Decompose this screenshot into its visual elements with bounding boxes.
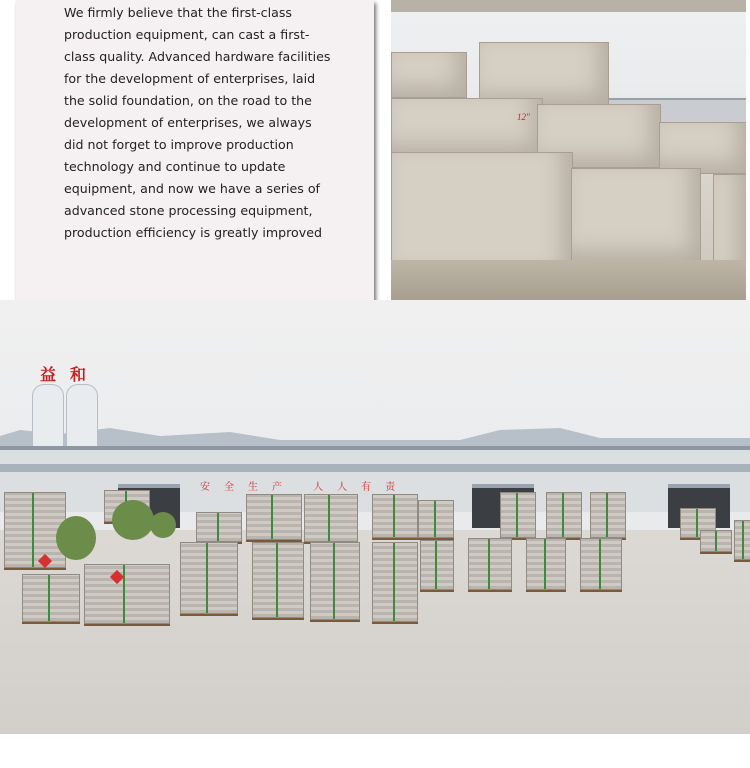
tree bbox=[56, 516, 96, 560]
stone-block bbox=[659, 122, 746, 174]
stone-pallet bbox=[372, 494, 418, 538]
stone-pallet bbox=[418, 500, 454, 538]
stone-pallet bbox=[84, 564, 170, 624]
stone-block bbox=[391, 98, 543, 156]
intro-paragraph: We firmly believe that the first-class production equipment, can cast a first-class quality. Advanced hardware facilities for the development of enterprises, laid the solid foundation, on the road to the development of enterprises, we always did not forget to improve production technology and continue to update equipment, and now we have a series of advanced stone processing equipment, production efficiency is greatly improved bbox=[64, 5, 331, 240]
stone-pallet bbox=[420, 540, 454, 590]
quarry-ground bbox=[391, 260, 746, 300]
photo-top-strip bbox=[391, 0, 746, 12]
stone-pallet bbox=[310, 542, 360, 620]
tree bbox=[112, 500, 154, 540]
stone-pallet bbox=[180, 542, 238, 614]
stone-pallet bbox=[196, 512, 242, 542]
stone-pallet bbox=[252, 542, 304, 618]
stone-pallet bbox=[700, 530, 732, 552]
stone-blocks-photo bbox=[391, 0, 746, 300]
factory-slogan: 安全生产 人人有责 bbox=[200, 482, 410, 493]
brand-sign: 益和 bbox=[40, 365, 101, 384]
stone-block bbox=[391, 52, 467, 98]
factory-yard-photo bbox=[0, 300, 750, 734]
block-marking: 12" bbox=[517, 112, 530, 122]
stone-pallet bbox=[372, 542, 418, 622]
stone-pallet bbox=[22, 574, 80, 622]
stone-pallet bbox=[468, 538, 512, 590]
stone-block bbox=[571, 168, 701, 262]
stone-pallet bbox=[500, 492, 536, 538]
stone-block bbox=[479, 42, 609, 106]
stone-pallet bbox=[590, 492, 626, 538]
intro-card bbox=[16, 0, 374, 336]
stone-pallet bbox=[304, 494, 358, 542]
stone-pallet bbox=[580, 538, 622, 590]
stone-pallet bbox=[246, 494, 302, 540]
stone-pallet bbox=[546, 492, 582, 538]
stone-pallet bbox=[526, 538, 566, 590]
tree bbox=[150, 512, 176, 538]
factory-stripe bbox=[0, 464, 750, 472]
stone-pallet bbox=[734, 520, 750, 560]
